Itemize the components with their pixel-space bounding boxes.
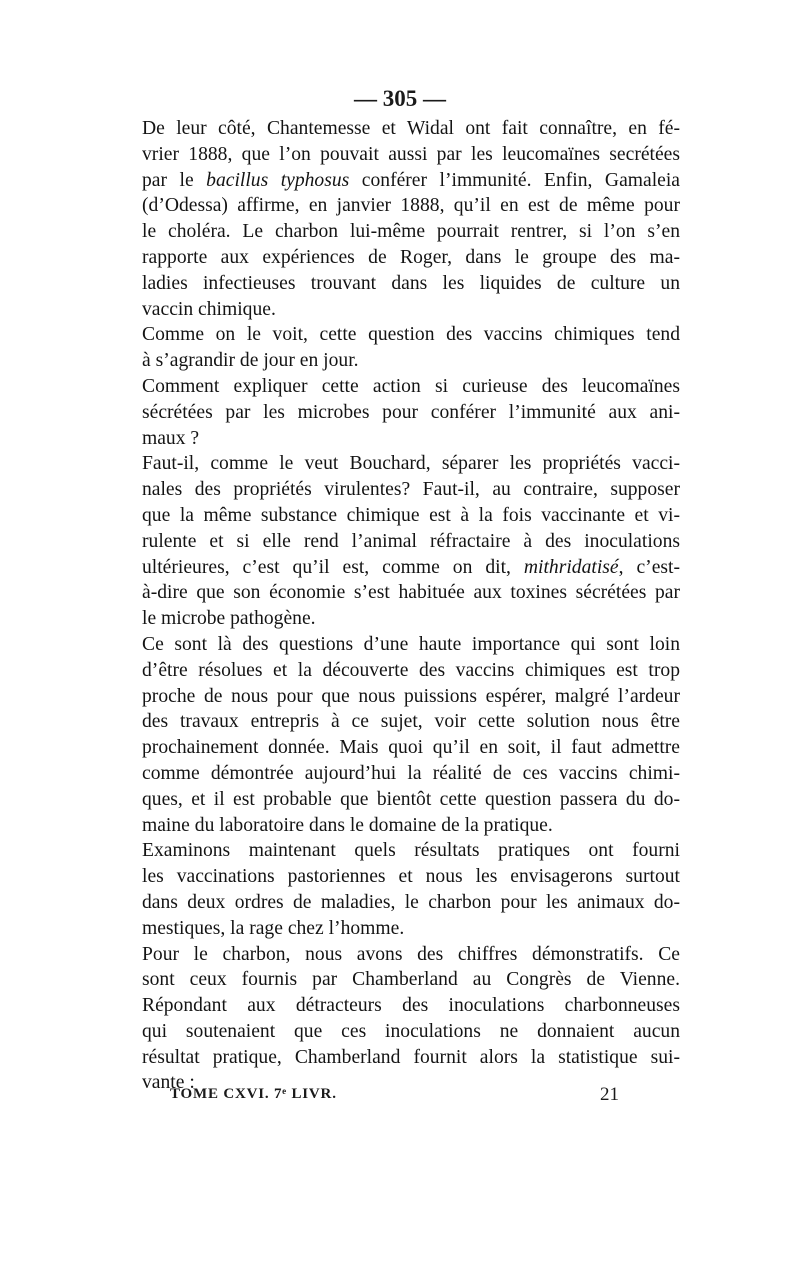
text-line: comme démontrée aujourd’hui la réalité de ces vaccins chimi- (142, 762, 680, 784)
text-line: sécrétées par les microbes pour conférer l’immunité aux ani- (142, 401, 680, 423)
text-line: résultat pratique, Chamberland fournit alors la statistique sui- (142, 1046, 680, 1068)
paragraph (118, 942, 680, 1097)
text-line: les vaccinations pastoriennes et nous les envisagerons surtout (142, 866, 680, 888)
text-line: Comment expliquer cette action si curieuse des leucomaïnes (142, 375, 680, 397)
sheet-number: 21 (600, 1084, 619, 1105)
text-line: ladies infectieuses trouvant dans les liquides de culture un (142, 272, 680, 294)
text-line: le choléra. Le charbon lui-même pourrait rentrer, si l’on s’en (142, 221, 680, 243)
text-line: des travaux entrepris à ce sujet, voir cette solution nous être (142, 711, 680, 733)
text-line: vrier 1888, que l’on pouvait aussi par les leucomaïnes secrétées (142, 143, 680, 165)
text-line: maux ? (142, 427, 200, 449)
text-line: d’être résolues et la découverte des vaccins chimiques est trop (142, 659, 680, 681)
text-line: qui soutenaient que ces inoculations ne donnaient aucun (142, 1020, 680, 1042)
text-line: (d’Odessa) affirme, en janvier 1888, qu’il en est de même pour (142, 195, 680, 217)
text-line: à-dire que son économie s’est habituée aux toxines sécrétées par (142, 582, 680, 604)
text-line: ques, et il est probable que bientôt cette question passera du do- (142, 788, 680, 810)
text-line: proche de nous pour que nous puissions espérer, malgré l’ardeur (142, 685, 680, 707)
text-line: maine du laboratoire dans le domaine de la pratique. (142, 814, 553, 836)
paragraph (118, 116, 680, 322)
page-number: — 305 — (354, 86, 446, 111)
text-line: à s’agrandir de jour en jour. (142, 350, 359, 372)
signature-mark: TOME CXVI. 7ᵉ LIVR. (170, 1086, 337, 1102)
text-line: De leur côté, Chantemesse et Widal ont fait connaître, en fé- (142, 118, 680, 139)
italic-term: mithridatisé (523, 556, 619, 578)
text-line: prochainement donnée. Mais quoi qu’il en soit, il faut admettre (142, 737, 680, 759)
paragraph (118, 632, 680, 838)
text-line: Ce sont là des questions d’une haute importance qui sont loin (142, 633, 680, 655)
text-line: Examinons maintenant quels résultats pratiques ont fourni (142, 840, 680, 862)
text-line: ultérieures, c’est qu’il est, comme on dit, mithridatisé, c’est- (142, 556, 680, 578)
paragraph (118, 838, 680, 941)
text-line: dans deux ordres de maladies, le charbon pour les animaux do- (142, 891, 680, 913)
text-line: sont ceux fournis par Chamberland au Congrès de Vienne. (142, 969, 680, 991)
paragraph (118, 322, 680, 374)
italic-term: bacillus typhosus (206, 169, 350, 191)
text-line: mestiques, la rage chez l’homme. (142, 917, 405, 939)
text-line: rapporte aux expériences de Roger, dans le groupe des ma- (142, 246, 680, 268)
text-line: Comme on le voit, cette question des vaccins chimiques tend (142, 324, 680, 346)
paragraph (118, 451, 680, 632)
text-line: rulente et si elle rend l’animal réfractaire à des inoculations (142, 530, 680, 552)
body-text (118, 116, 680, 1096)
text-line: nales des propriétés virulentes? Faut-il, au contraire, supposer (142, 479, 680, 501)
text-line: Répondant aux détracteurs des inoculations charbonneuses (142, 995, 680, 1017)
text-line: Pour le charbon, nous avons des chiffres démonstratifs. Ce (142, 943, 680, 965)
text-line: que la même substance chimique est à la fois vaccinante et vi- (142, 504, 680, 526)
paragraph (118, 374, 680, 451)
text-line: Faut-il, comme le veut Bouchard, séparer les propriétés vacci- (142, 453, 680, 475)
text-line: vaccin chimique. (142, 298, 276, 320)
text-line: le microbe pathogène. (142, 608, 316, 630)
text-line: par le bacillus typhosus conférer l’immunité. Enfin, Gamaleia (142, 169, 680, 191)
text-line: vante : (142, 1072, 195, 1094)
